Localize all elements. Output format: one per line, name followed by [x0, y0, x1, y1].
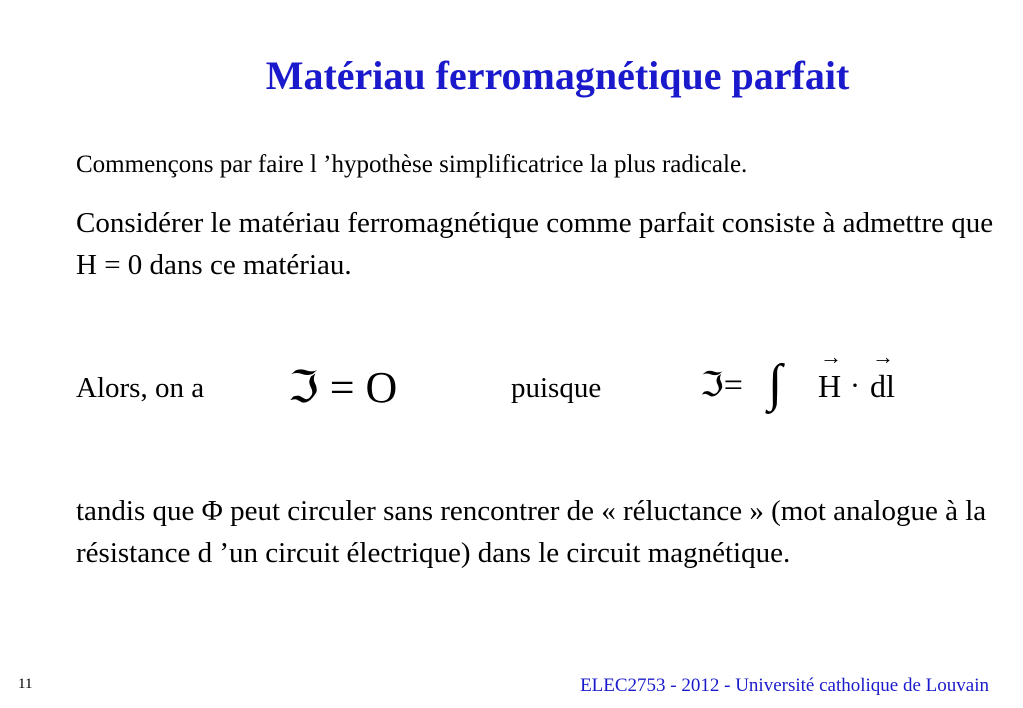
vector-arrow-icon: → — [820, 344, 842, 369]
paragraph-hypothesis: Commençons par faire l ’hypothèse simplificatrice la plus radicale. — [76, 151, 748, 178]
vector-arrow-icon: → — [872, 344, 894, 369]
alors-label: Alors, on a — [76, 372, 205, 404]
puisque-label: puisque — [511, 372, 602, 404]
mmf-symbol: ℑ — [288, 363, 319, 412]
equals-sign: = — [329, 363, 355, 412]
vector-dl — [870, 344, 895, 406]
paragraph-perfect-material: Considérer le matériau ferromagnétique comme parfait consiste à admettre que H = 0 dans ce matériau. — [76, 207, 994, 281]
equation-line-integral — [700, 344, 920, 422]
vector-h — [818, 344, 842, 406]
vector-dl-symbol: dl — [870, 368, 895, 404]
mmf-lhs: ℑ= — [700, 367, 743, 404]
zero-value: O — [365, 363, 398, 412]
vector-h-symbol: H — [818, 368, 842, 404]
page-number: 11 — [18, 676, 33, 692]
integral-sign: ∫ — [768, 355, 783, 412]
paragraph-flux-circulation: tandis que Φ peut circuler sans rencontrer de « réluctance » (mot analogue à la résistance d ’un circuit électrique) dans le circuit magnétique. — [76, 495, 987, 569]
dot-product-sign: · — [850, 369, 860, 402]
equation-mmf-zero — [288, 360, 397, 416]
footer-course-info: ELEC2753 - 2012 - Université catholique de Louvain — [580, 675, 989, 696]
slide-title: Matériau ferromagnétique parfait — [265, 53, 850, 98]
